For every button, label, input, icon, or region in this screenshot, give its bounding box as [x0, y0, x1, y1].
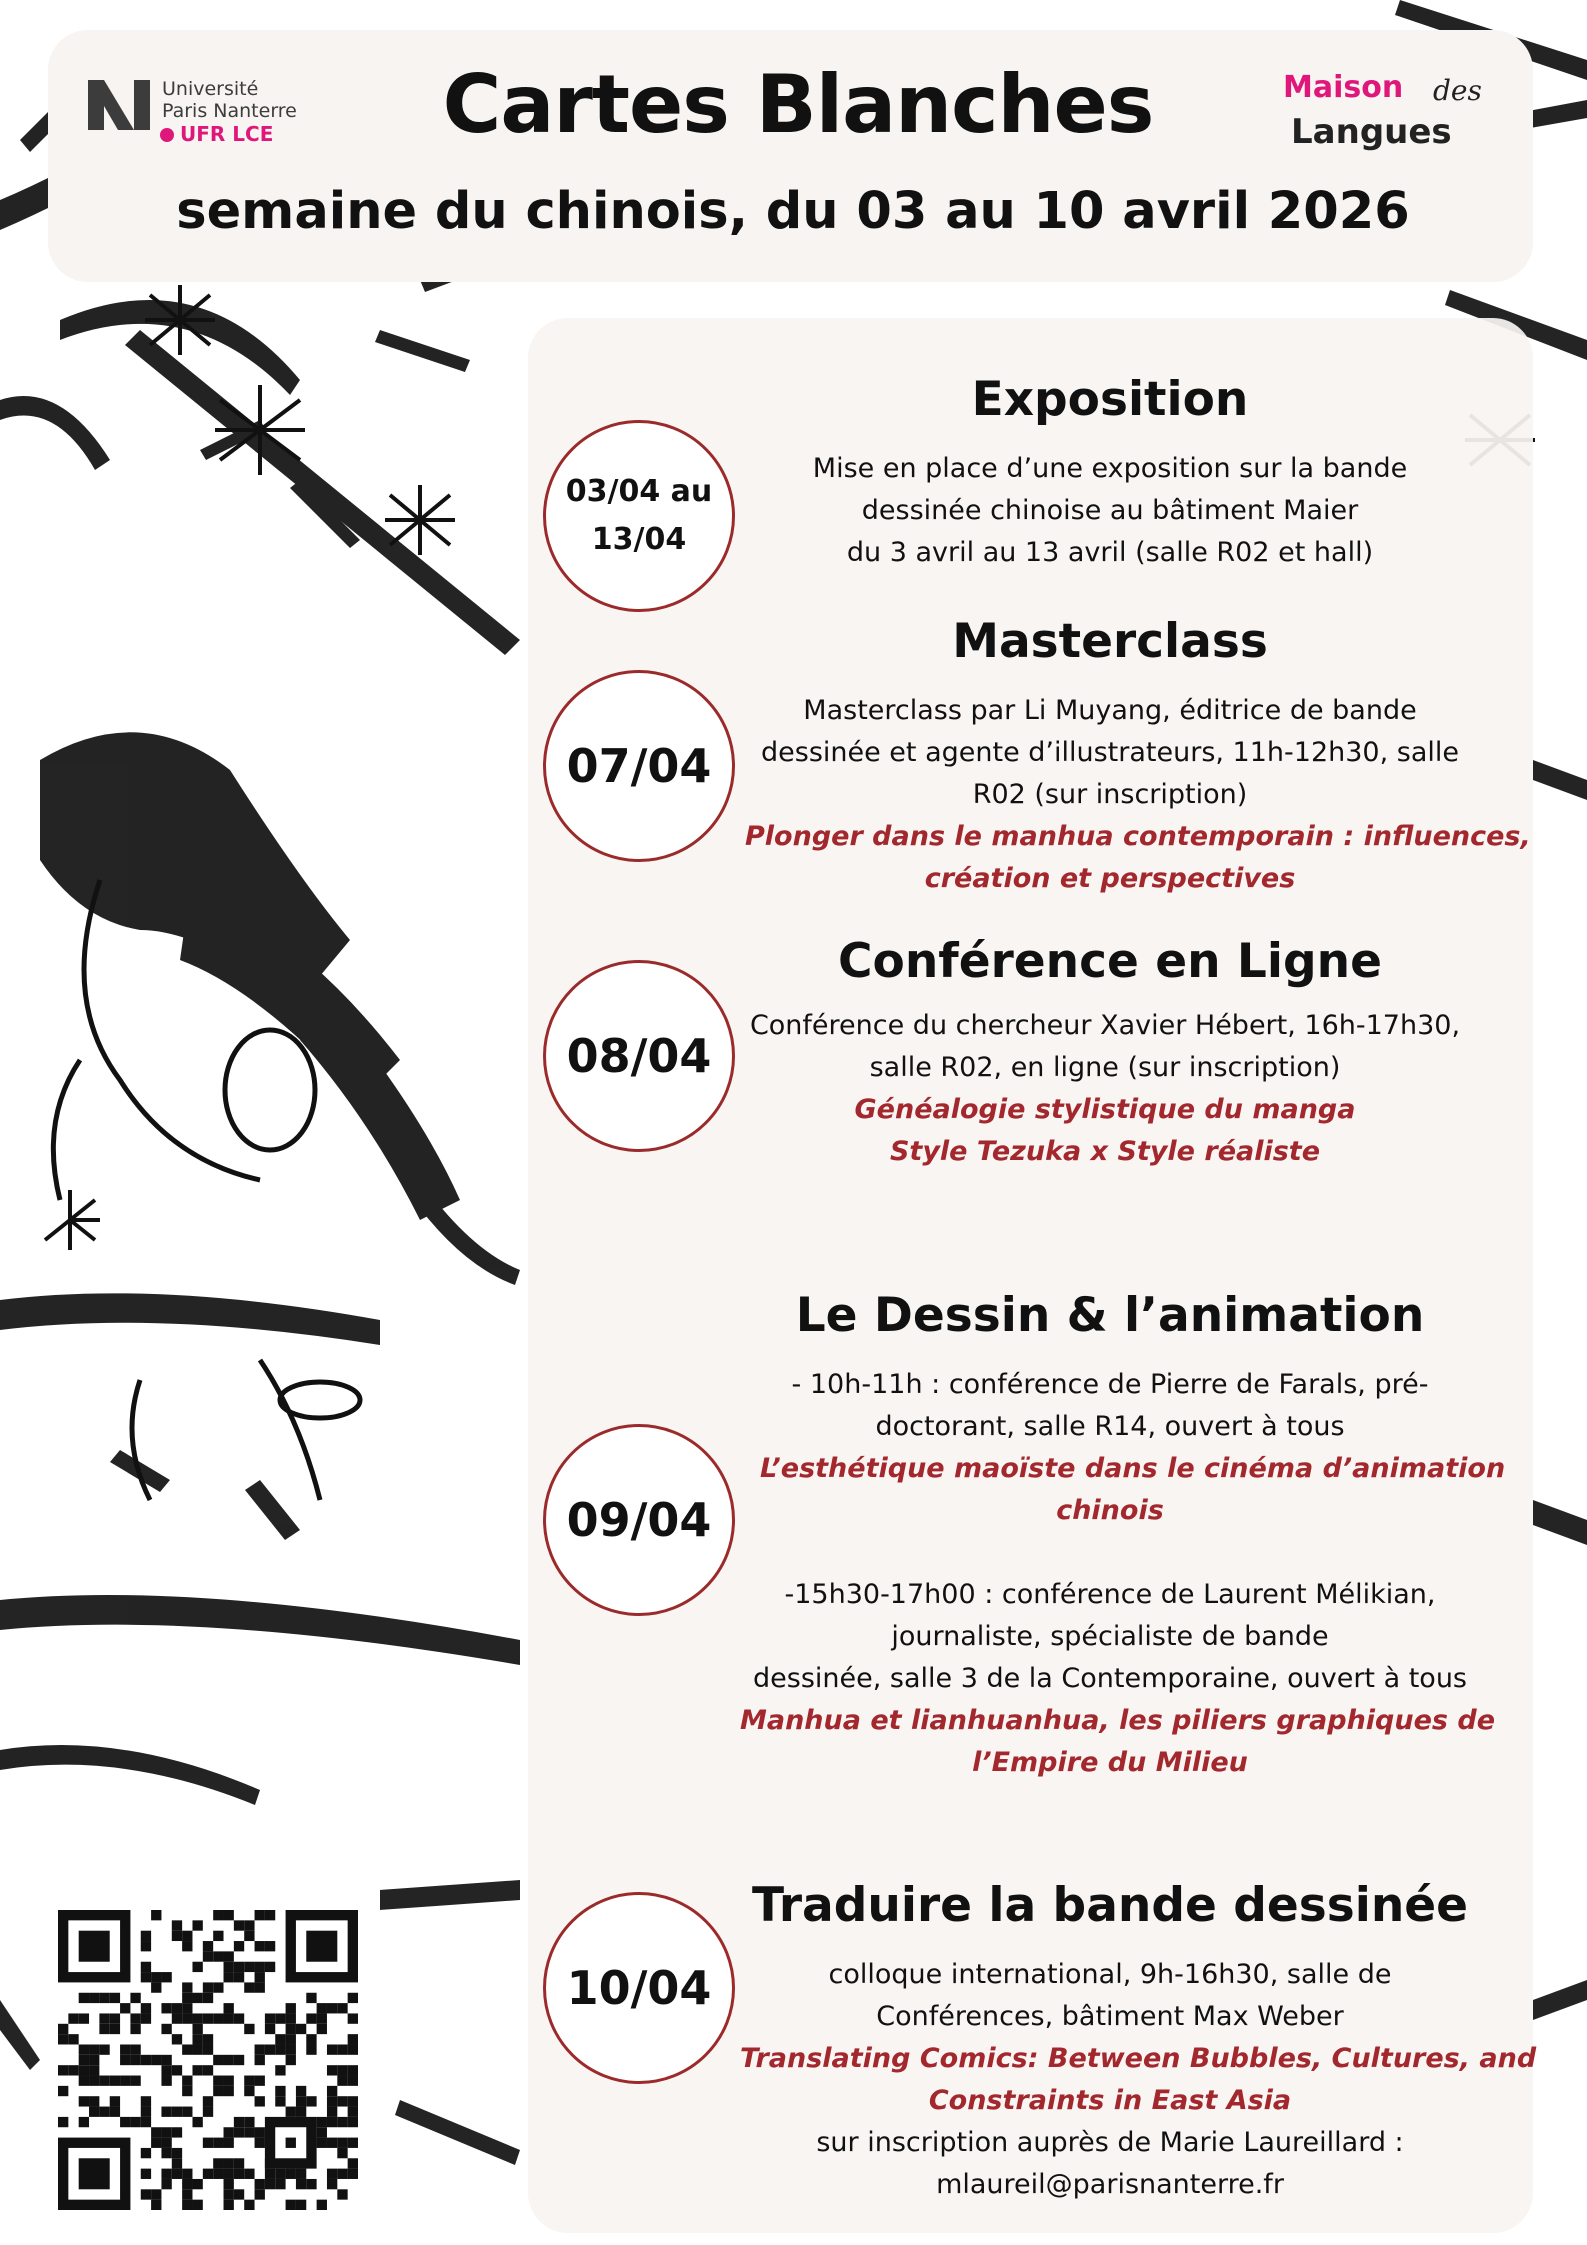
date-circle-dessin — [543, 1424, 735, 1616]
event-line: Masterclass par Li Muyang, éditrice de bande — [803, 695, 1417, 726]
event-line: dessinée et agente d’illustrateurs, 11h-12h30, salle — [761, 737, 1459, 768]
event-line: sur inscription auprès de Marie Laureillard : — [816, 2127, 1404, 2158]
event-italic-line: Généalogie stylistique du manga — [854, 1094, 1356, 1125]
event-line: dessinée, salle 3 de la Contemporaine, ouvert à tous — [753, 1663, 1467, 1694]
universite-paris-nanterre-logo — [88, 74, 348, 164]
event-line: du 3 avril au 13 avril (salle R02 et hall) — [846, 537, 1374, 568]
header-banner — [48, 30, 1533, 282]
event-italic-line: Plonger dans le manhua contemporain : influences, — [745, 821, 1531, 852]
event-italic-line: Constraints in East Asia — [928, 2085, 1292, 2116]
event-line: - 10h-11h : conférence de Pierre de Farals, pré- — [791, 1369, 1429, 1400]
logo-univ-line2: Paris Nanterre — [162, 100, 297, 122]
event-italic-line: L’esthétique maoïste dans le cinéma d’animation — [760, 1453, 1506, 1484]
event-line: salle R02, en ligne (sur inscription) — [869, 1052, 1341, 1083]
logo-univ-line1: Université — [162, 78, 259, 100]
section-title-conference: Conférence en Ligne — [838, 934, 1382, 989]
event-line: journaliste, spécialiste de bande — [891, 1621, 1329, 1652]
section-title-masterclass: Masterclass — [952, 614, 1268, 669]
date-circle-traduire — [543, 1892, 735, 2084]
qr-code[interactable] — [58, 1910, 358, 2210]
event-line: Conférence du chercheur Xavier Hébert, 16h-17h30, — [749, 1010, 1461, 1041]
date-label: 08/04 — [566, 1029, 712, 1083]
event-italic-line: chinois — [1056, 1495, 1164, 1526]
logo-mdl-word3: Langues — [1291, 112, 1452, 152]
section-title-dessin: Le Dessin & l’animation — [795, 1288, 1425, 1343]
event-italic-line: Manhua et lianhuanhua, les piliers graphiques de — [740, 1705, 1496, 1736]
event-italic-line: création et perspectives — [924, 863, 1296, 894]
event-italic-line: Style Tezuka x Style réaliste — [889, 1136, 1321, 1167]
event-line: colloque international, 9h-16h30, salle de — [828, 1959, 1392, 1990]
nanterre-n-icon — [88, 80, 150, 130]
date-line: 03/04 au — [565, 474, 713, 509]
logo-univ-line3: UFR LCE — [180, 122, 274, 146]
logo-mdl-word2: des — [1433, 74, 1482, 107]
maison-des-langues-logo — [1283, 68, 1513, 178]
page-title: Cartes Blanches — [442, 58, 1154, 151]
section-title-traduire: Traduire la bande dessinée — [751, 1878, 1469, 1933]
date-label: 09/04 — [566, 1493, 712, 1547]
event-line: dessinée chinoise au bâtiment Maier — [861, 495, 1359, 526]
event-line: Conférences, bâtiment Max Weber — [876, 2001, 1344, 2032]
event-italic-line: Translating Comics: Between Bubbles, Cultures, and — [740, 2043, 1537, 2074]
date-circle-conference — [543, 960, 735, 1152]
event-line: R02 (sur inscription) — [972, 779, 1248, 810]
date-label: 10/04 — [566, 1961, 712, 2015]
logo-mdl-word1: Maison — [1283, 70, 1404, 105]
section-title-exposition: Exposition — [971, 372, 1249, 427]
date-circle-masterclass — [543, 670, 735, 862]
date-circle-exposition — [543, 420, 735, 612]
event-line: doctorant, salle R14, ouvert à tous — [875, 1411, 1345, 1442]
page-subtitle: semaine du chinois, du 03 au 10 avril 2026 — [176, 182, 1410, 241]
event-line: -15h30-17h00 : conférence de Laurent Mélikian, — [784, 1579, 1436, 1610]
contact-email[interactable]: mlaureil@parisnanterre.fr — [936, 2169, 1284, 2200]
pink-dot-icon — [160, 128, 174, 142]
date-label: 07/04 — [566, 739, 712, 793]
event-line: Mise en place d’une exposition sur la bande — [812, 453, 1408, 484]
event-italic-line: l’Empire du Milieu — [972, 1747, 1248, 1778]
date-line: 13/04 — [591, 522, 687, 557]
